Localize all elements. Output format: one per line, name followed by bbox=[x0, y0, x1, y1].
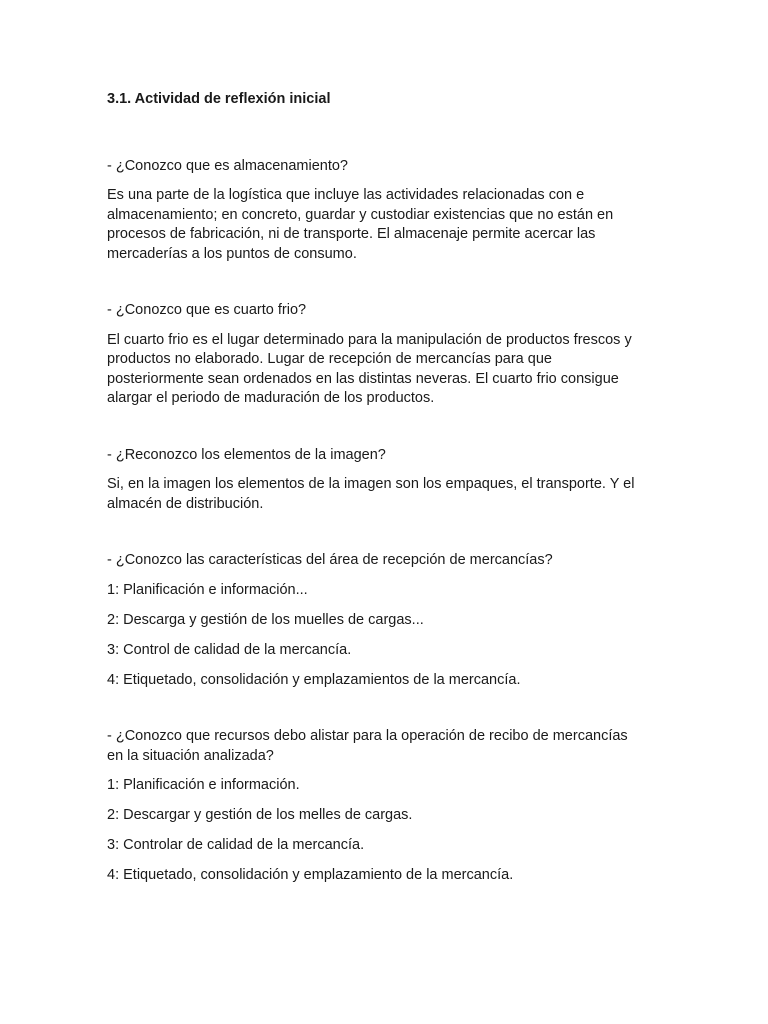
answer-line: mercaderías a los puntos de consumo. bbox=[107, 245, 357, 262]
answer-paragraph bbox=[107, 186, 667, 264]
list-item: 1: Planificación e información... bbox=[107, 581, 308, 598]
answer-paragraph bbox=[107, 331, 667, 409]
list-item: 1: Planificación e información. bbox=[107, 777, 300, 793]
list-item: 4: Etiquetado, consolidación y emplazamiento de la mercancía. bbox=[107, 867, 514, 883]
question-line: en la situación analizada? bbox=[107, 747, 274, 764]
answer-line: almacenamiento; en concreto, guardar y custodiar existencias que no están en bbox=[107, 206, 614, 223]
answer-line: El cuarto frio es el lugar determinado para la manipulación de productos frescos y bbox=[107, 331, 632, 348]
section-caracteristicas-recepcion bbox=[107, 551, 667, 690]
question-text bbox=[107, 727, 667, 766]
document-page bbox=[107, 90, 667, 922]
list-item: 4: Etiquetado, consolidación y emplazamientos de la mercancía. bbox=[107, 671, 521, 688]
list-item: 2: Descarga y gestión de los muelles de cargas... bbox=[107, 611, 424, 628]
question-text: - ¿Reconozco los elementos de la imagen? bbox=[107, 446, 386, 463]
answer-line: productos no elaborado. Lugar de recepción de mercancías para que bbox=[107, 351, 552, 367]
answer-line: almacén de distribución. bbox=[107, 495, 264, 512]
answer-line: alargar el periodo de maduración de los productos. bbox=[107, 390, 435, 406]
section-recursos-recibo bbox=[107, 727, 667, 886]
question-text: - ¿Conozco las características del área de recepción de mercancías? bbox=[107, 552, 553, 568]
section-cuarto-frio bbox=[107, 301, 667, 409]
question-line: - ¿Conozco que recursos debo alistar para la operación de recibo de mercancías bbox=[107, 728, 628, 744]
list-item: 3: Controlar de calidad de la mercancía. bbox=[107, 837, 365, 853]
answer-line: Es una parte de la logística que incluye las actividades relacionadas con e bbox=[107, 187, 585, 203]
section-almacenamiento bbox=[107, 157, 667, 265]
answer-line: posteriormente sean ordenados en las distintas neveras. El cuarto frio consigue bbox=[107, 370, 619, 387]
question-text: - ¿Conozco que es almacenamiento? bbox=[107, 157, 348, 174]
list-item: 2: Descargar y gestión de los melles de cargas. bbox=[107, 807, 413, 823]
answer-line: Si, en la imagen los elementos de la imagen son los empaques, el transporte. Y el bbox=[107, 476, 635, 492]
list-item: 3: Control de calidad de la mercancía. bbox=[107, 641, 352, 658]
answer-paragraph bbox=[107, 475, 667, 514]
section-elementos-imagen bbox=[107, 446, 667, 515]
question-text: - ¿Conozco que es cuarto frio? bbox=[107, 302, 307, 318]
answer-line: procesos de fabricación, ni de transporte. El almacenaje permite acercar las bbox=[107, 226, 596, 242]
document-title: 3.1. Actividad de reflexión inicial bbox=[107, 91, 331, 107]
numbered-list bbox=[107, 581, 667, 691]
numbered-list bbox=[107, 776, 667, 886]
